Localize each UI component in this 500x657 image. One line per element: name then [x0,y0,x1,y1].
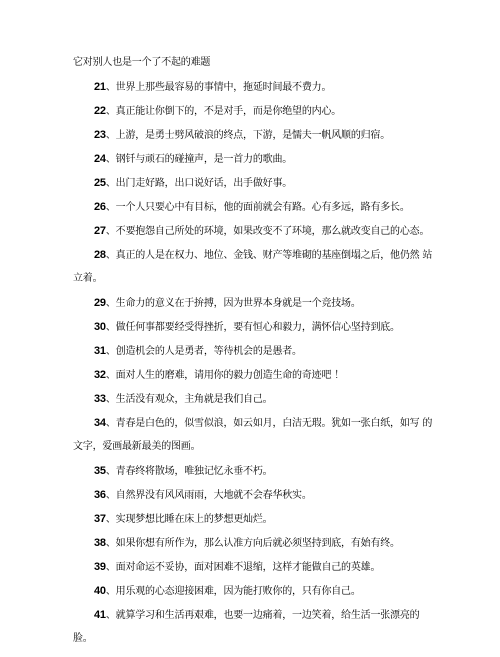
item-number: 26 [94,201,106,213]
item-number: 21 [94,81,106,93]
item-number: 30 [94,321,106,333]
item-number: 40 [94,585,106,597]
line-text: 、面对命运不妥协，面对困难不退缩，这样才能做自己的英雄。 [105,562,381,573]
text-line [73,513,433,537]
text-line [73,249,433,273]
text-line [73,369,433,393]
text-line [73,297,433,321]
document-body [73,57,433,657]
text-line [73,465,433,489]
text-line [73,441,433,465]
line-text: 、上游，是勇士劈风破浪的终点，下游，是懦夫一帆风顺的归宿。 [105,130,391,141]
item-number: 31 [94,345,106,357]
line-text: 立着。 [73,273,103,284]
item-number: 35 [94,465,106,477]
text-line [73,633,433,657]
line-text: 、用乐观的心态迎接困难，因为能打败你的，只有你自己。 [105,586,361,597]
line-text: 、做任何事都要经受得挫折，要有恒心和毅力，满怀信心坚持到底。 [105,322,400,333]
line-text: 、钢钎与顽石的碰撞声，是一首力的歌曲。 [105,154,293,165]
item-number: 27 [94,225,106,237]
text-line [73,81,433,105]
text-line [73,345,433,369]
line-text: 文字，爱画最新最美的图画。 [73,441,201,452]
text-line [73,609,433,633]
item-number: 23 [94,129,106,141]
text-line [73,585,433,609]
line-text: 、世界上那些最容易的事情中，拖延时间最不费力。 [105,82,332,93]
item-number: 24 [94,153,106,165]
text-line [73,57,433,81]
line-text: 、面对人生的磨难，请用你的毅力创造生命的奇迹吧 ！ [105,370,345,381]
item-number: 41 [94,609,106,621]
text-line [73,105,433,129]
text-line [73,153,433,177]
line-text: 、就算学习和生活再艰难，也要一边痛着，一边笑着，给生活一张漂亮的 [105,610,420,621]
line-text: 、出门走好路，出口说好话，出手做好事。 [105,178,293,189]
line-text: 、实现梦想比睡在床上的梦想更灿烂。 [105,514,273,525]
line-text: 、真正能让你倒下的，不是对手，而是你绝望的内心。 [105,106,342,117]
item-number: 37 [94,513,106,525]
item-number: 38 [94,537,106,549]
line-text: 、创造机会的人是勇者，等待机会的是愚者。 [105,346,302,357]
item-number: 33 [94,393,106,405]
text-line [73,177,433,201]
item-number: 34 [94,417,106,429]
line-text: 、真正的人是在权力、地位、金钱、财产等堆砌的基座倒塌之后，他仍然 站 [105,250,433,261]
line-text: 、自然界没有风风雨雨，大地就不会春华秋实。 [105,490,312,501]
text-line [73,393,433,417]
text-line [73,561,433,585]
text-line [73,225,433,249]
line-text: 、不要抱怨自己所处的环境，如果改变不了环境，那么就改变自己的心态。 [105,226,430,237]
line-text: 、如果你想有所作为，那么认准方向后就必须坚持到底，有始有终。 [105,538,400,549]
item-number: 32 [94,369,106,381]
text-line [73,417,433,441]
item-number: 22 [94,105,106,117]
line-text: 、生活没有观众，主角就是我们自己。 [105,394,273,405]
text-line [73,129,433,153]
line-text: 它对别人也是一个了不起的难题 [73,57,211,68]
item-number: 29 [94,297,106,309]
text-line [73,201,433,225]
item-number: 25 [94,177,106,189]
line-text: 、青春是白色的，似雪似浪，如云如月，白洁无瑕。犹如一张白纸，如写 的 [105,418,433,429]
line-text: 脸。 [73,633,93,644]
text-line [73,273,433,297]
text-line [73,489,433,513]
line-text: 、青春终将散场，唯独记忆永垂不朽。 [105,466,273,477]
item-number: 39 [94,561,106,573]
text-line [73,321,433,345]
line-text: 、生命力的意义在于拚搏，因为世界本身就是一个竞技场。 [105,298,361,309]
text-line [73,537,433,561]
line-text: 、一个人只要心中有目标，他的面前就会有路。心有多远，路有多长。 [105,202,410,213]
item-number: 28 [94,249,106,261]
item-number: 36 [94,489,106,501]
